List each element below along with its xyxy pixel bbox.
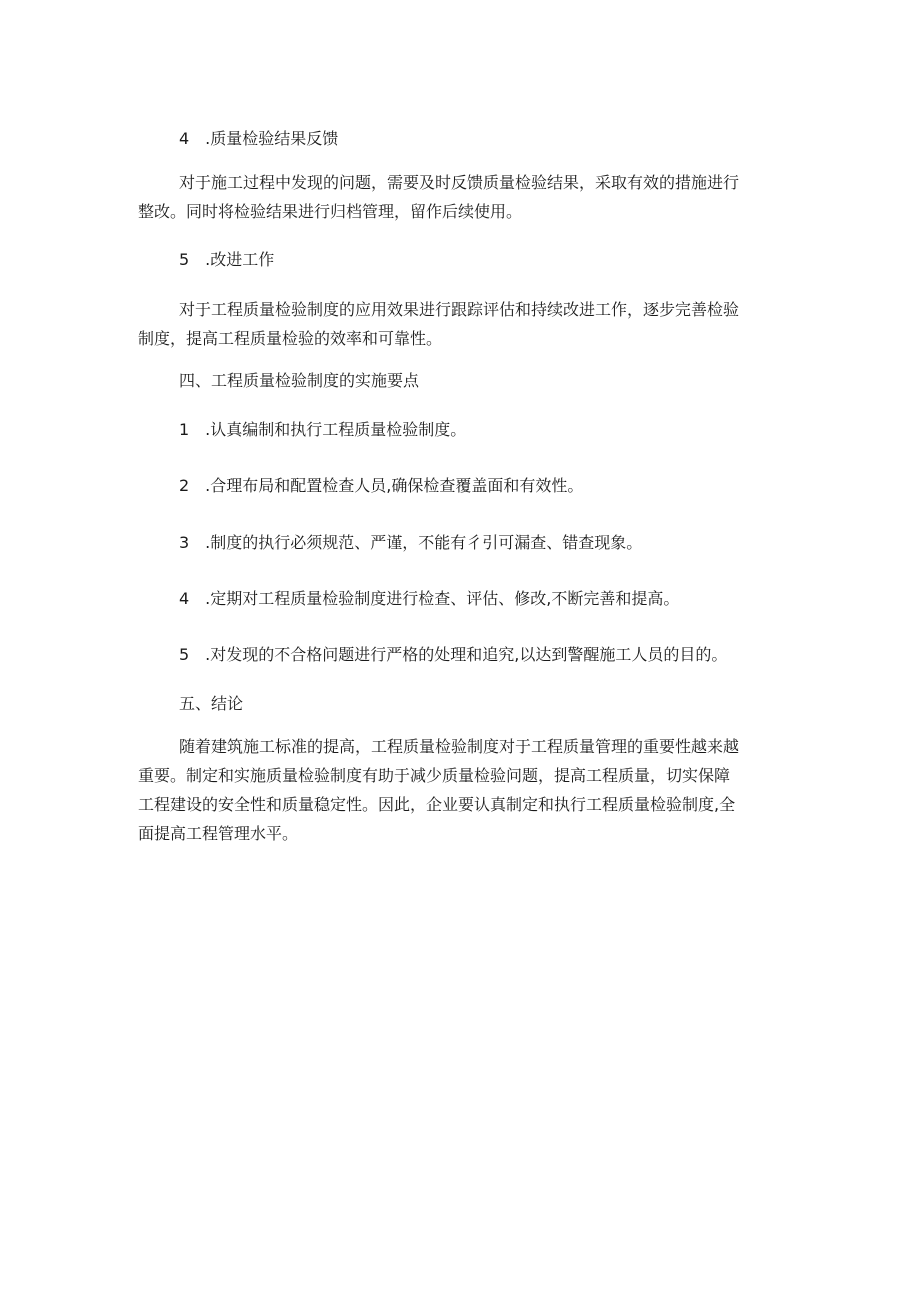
paragraph-feedback-line-2: 整改。同时将检验结果进行归档管理，留作后续使用。 xyxy=(138,202,523,221)
paragraph-improve-line-2: 制度，提高工程质量检验的效率和可靠性。 xyxy=(138,329,443,348)
conclusion-line-1: 随着建筑施工标准的提高，工程质量检验制度对于工程质量管理的重要性越来越 xyxy=(179,737,740,756)
list-item-3: 3 .制度的执行必须规范、严谨，不能有彳引可漏查、错查现象。 xyxy=(179,533,643,552)
paragraph-feedback-line-1: 对于施工过程中发现的问题，需要及时反馈质量检验结果，采取有效的措施进行 xyxy=(179,173,740,192)
item-heading-4-feedback: 4 .质量检验结果反馈 xyxy=(179,129,339,148)
conclusion-line-2: 重要。制定和实施质量检验制度有助于减少质量检验问题，提高工程质量，切实保障 xyxy=(138,766,731,785)
list-item-5: 5 .对发现的不合格问题进行严格的处理和追究,以达到警醒施工人员的目的。 xyxy=(179,645,728,664)
list-item-2: 2 .合理布局和配置检查人员,确保检查覆盖面和有效性。 xyxy=(179,476,584,495)
conclusion-line-4: 面提高工程管理水平。 xyxy=(138,824,299,843)
paragraph-improve-line-1: 对于工程质量检验制度的应用效果进行跟踪评估和持续改进工作，逐步完善检验 xyxy=(179,300,740,319)
section-heading-implementation: 四、工程质量检验制度的实施要点 xyxy=(179,371,420,390)
list-item-1: 1 .认真编制和执行工程质量检验制度。 xyxy=(179,420,467,439)
conclusion-line-3: 工程建设的安全性和质量稳定性。因此，企业要认真制定和执行工程质量检验制度,全 xyxy=(138,795,736,814)
list-item-4: 4 .定期对工程质量检验制度进行检查、评估、修改,不断完善和提高。 xyxy=(179,589,680,608)
item-heading-5-improve: 5 .改进工作 xyxy=(179,250,275,269)
section-heading-conclusion: 五、结论 xyxy=(179,694,244,713)
